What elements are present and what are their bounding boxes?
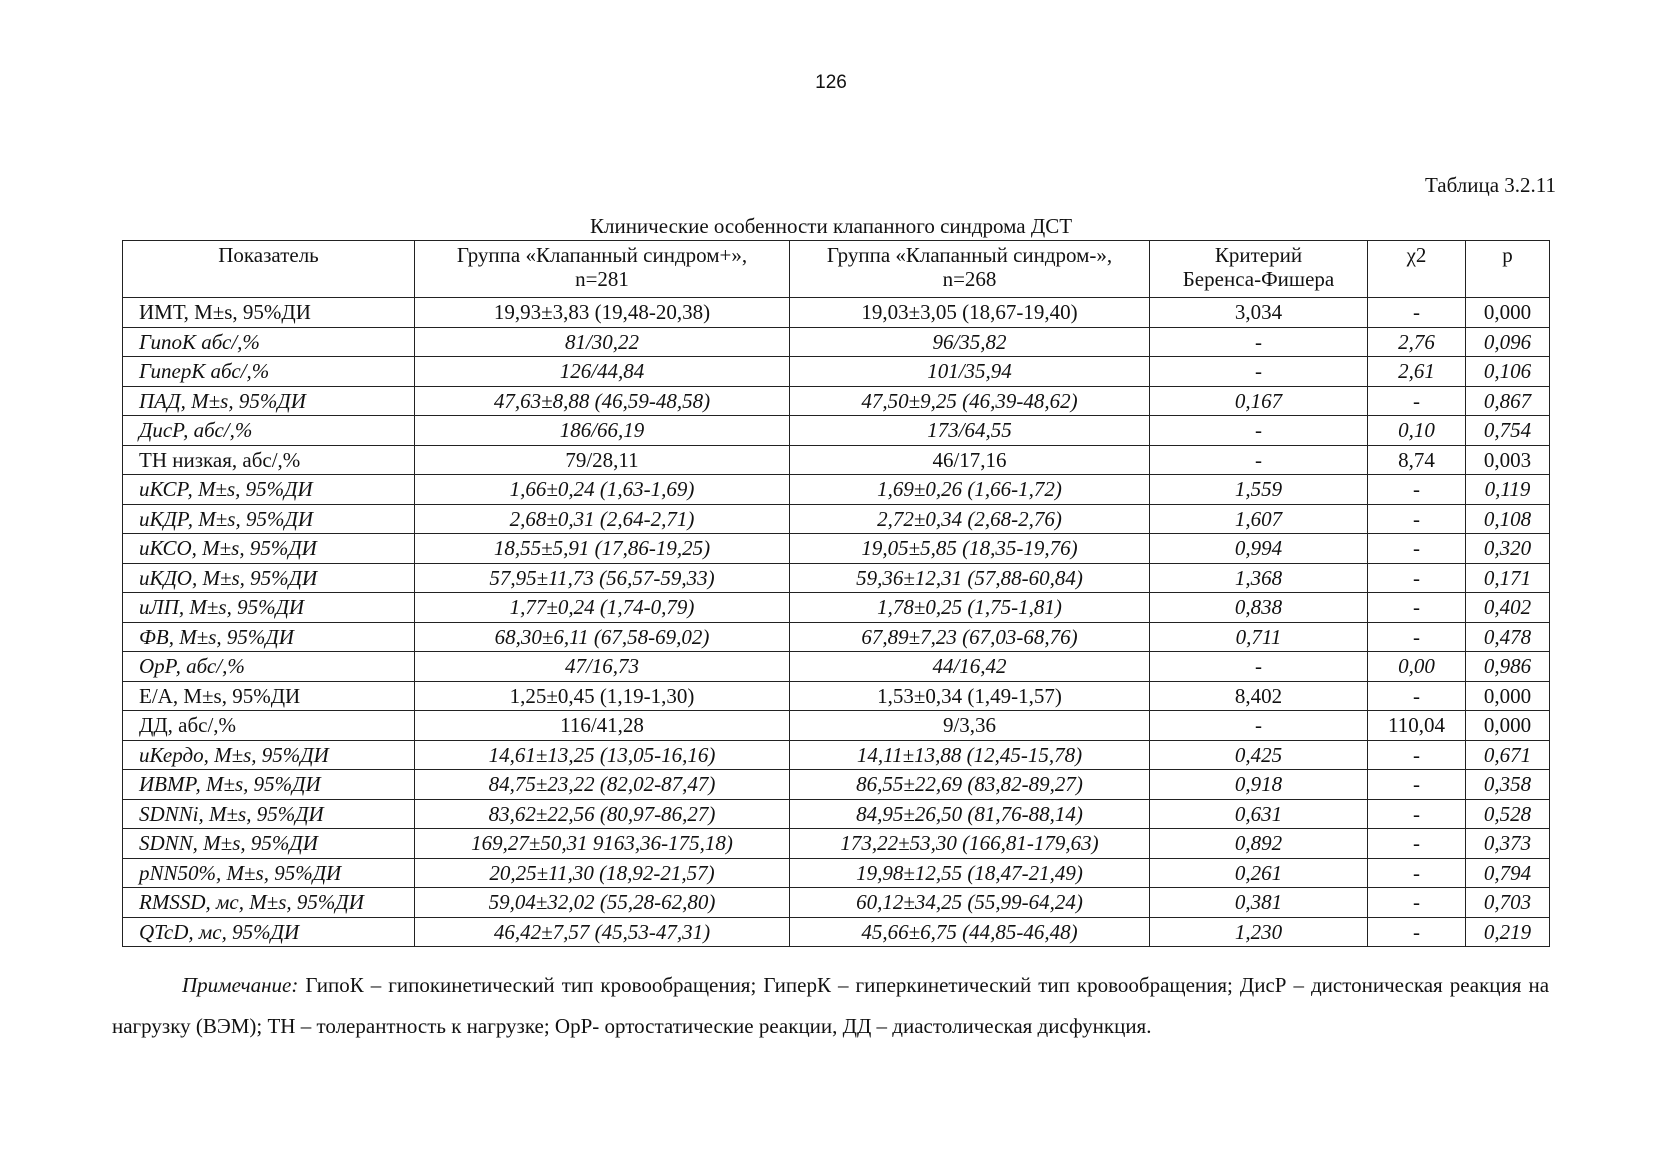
table-row xyxy=(123,799,1550,829)
table-row xyxy=(123,416,1550,446)
group-minus-value: 46/17,16 xyxy=(790,445,1150,475)
group-minus-value: 45,66±6,75 (44,85-46,48) xyxy=(790,917,1150,947)
p-value: 0,671 xyxy=(1466,740,1550,770)
data-table xyxy=(122,240,1550,947)
table-row xyxy=(123,298,1550,328)
p-value: 0,003 xyxy=(1466,445,1550,475)
chi2-value: - xyxy=(1368,740,1466,770)
row-label: иКСР, M±s, 95%ДИ xyxy=(123,475,415,505)
column-header-chi2: χ2 xyxy=(1368,241,1466,298)
row-label: Е/А, M±s, 95%ДИ xyxy=(123,681,415,711)
group-plus-value: 126/44,84 xyxy=(415,357,790,387)
behrens-fisher-value: 0,711 xyxy=(1150,622,1368,652)
table-row xyxy=(123,357,1550,387)
row-label: иКДР, M±s, 95%ДИ xyxy=(123,504,415,534)
column-header-indicator: Показатель xyxy=(123,241,415,298)
table-row xyxy=(123,386,1550,416)
behrens-fisher-value: 8,402 xyxy=(1150,681,1368,711)
table-number: Таблица 3.2.11 xyxy=(1424,173,1556,197)
chi2-value: - xyxy=(1368,681,1466,711)
chi2-value: - xyxy=(1368,563,1466,593)
note-label: Примечание: xyxy=(182,973,299,997)
p-value: 0,096 xyxy=(1466,327,1550,357)
row-label: ГипоК абс/,% xyxy=(123,327,415,357)
p-value: 0,402 xyxy=(1466,593,1550,623)
behrens-fisher-value: 0,994 xyxy=(1150,534,1368,564)
p-value: 0,478 xyxy=(1466,622,1550,652)
behrens-fisher-value: - xyxy=(1150,416,1368,446)
row-label: SDNNi, M±s, 95%ДИ xyxy=(123,799,415,829)
group-plus-value: 116/41,28 xyxy=(415,711,790,741)
table-row xyxy=(123,622,1550,652)
group-plus-value: 46,42±7,57 (45,53-47,31) xyxy=(415,917,790,947)
row-label: SDNN, M±s, 95%ДИ xyxy=(123,829,415,859)
column-header-behrens-fisher: Критерий Беренса-Фишера xyxy=(1150,241,1368,298)
chi2-value: - xyxy=(1368,593,1466,623)
group-minus-value: 9/3,36 xyxy=(790,711,1150,741)
p-value: 0,000 xyxy=(1466,681,1550,711)
row-label: ДД, абс/,% xyxy=(123,711,415,741)
group-plus-value: 14,61±13,25 (13,05-16,16) xyxy=(415,740,790,770)
row-label: иКДО, M±s, 95%ДИ xyxy=(123,563,415,593)
chi2-value: - xyxy=(1368,888,1466,918)
table-row xyxy=(123,563,1550,593)
group-plus-value: 81/30,22 xyxy=(415,327,790,357)
chi2-value: - xyxy=(1368,917,1466,947)
table-row xyxy=(123,740,1550,770)
p-value: 0,794 xyxy=(1466,858,1550,888)
group-minus-value: 1,78±0,25 (1,75-1,81) xyxy=(790,593,1150,623)
p-value: 0,106 xyxy=(1466,357,1550,387)
p-value: 0,986 xyxy=(1466,652,1550,682)
group-minus-value: 173/64,55 xyxy=(790,416,1150,446)
behrens-fisher-value: - xyxy=(1150,357,1368,387)
table-caption: Клинические особенности клапанного синдрома ДСТ xyxy=(589,214,1073,238)
behrens-fisher-value: 3,034 xyxy=(1150,298,1368,328)
behrens-fisher-value: 1,559 xyxy=(1150,475,1368,505)
p-value: 0,171 xyxy=(1466,563,1550,593)
behrens-fisher-value: 0,838 xyxy=(1150,593,1368,623)
group-minus-value: 1,69±0,26 (1,66-1,72) xyxy=(790,475,1150,505)
row-label: ИМТ, M±s, 95%ДИ xyxy=(123,298,415,328)
p-value: 0,108 xyxy=(1466,504,1550,534)
chi2-value: 2,76 xyxy=(1368,327,1466,357)
chi2-value: 110,04 xyxy=(1368,711,1466,741)
table-row xyxy=(123,711,1550,741)
table-row xyxy=(123,770,1550,800)
behrens-fisher-value: 1,368 xyxy=(1150,563,1368,593)
table-body xyxy=(123,298,1550,947)
group-minus-value: 173,22±53,30 (166,81-179,63) xyxy=(790,829,1150,859)
chi2-value: 8,74 xyxy=(1368,445,1466,475)
group-minus-value: 44/16,42 xyxy=(790,652,1150,682)
chi2-value: - xyxy=(1368,829,1466,859)
group-plus-value: 57,95±11,73 (56,57-59,33) xyxy=(415,563,790,593)
group-plus-value: 84,75±23,22 (82,02-87,47) xyxy=(415,770,790,800)
behrens-fisher-value: 0,261 xyxy=(1150,858,1368,888)
group-minus-value: 67,89±7,23 (67,03-68,76) xyxy=(790,622,1150,652)
chi2-value: 2,61 xyxy=(1368,357,1466,387)
behrens-fisher-value: 0,167 xyxy=(1150,386,1368,416)
row-label: pNN50%, M±s, 95%ДИ xyxy=(123,858,415,888)
p-value: 0,528 xyxy=(1466,799,1550,829)
group-plus-value: 19,93±3,83 (19,48-20,38) xyxy=(415,298,790,328)
p-value: 0,754 xyxy=(1466,416,1550,446)
group-minus-value: 2,72±0,34 (2,68-2,76) xyxy=(790,504,1150,534)
chi2-value: - xyxy=(1368,504,1466,534)
group-minus-value: 96/35,82 xyxy=(790,327,1150,357)
p-value: 0,320 xyxy=(1466,534,1550,564)
group-plus-value: 18,55±5,91 (17,86-19,25) xyxy=(415,534,790,564)
behrens-fisher-value: - xyxy=(1150,711,1368,741)
group-minus-value: 101/35,94 xyxy=(790,357,1150,387)
p-value: 0,373 xyxy=(1466,829,1550,859)
group-plus-value: 2,68±0,31 (2,64-2,71) xyxy=(415,504,790,534)
group-minus-value: 59,36±12,31 (57,88-60,84) xyxy=(790,563,1150,593)
row-label: ПАД, M±s, 95%ДИ xyxy=(123,386,415,416)
group-plus-value: 1,25±0,45 (1,19-1,30) xyxy=(415,681,790,711)
table-row xyxy=(123,917,1550,947)
group-plus-value: 1,77±0,24 (1,74-0,79) xyxy=(415,593,790,623)
group-plus-value: 1,66±0,24 (1,63-1,69) xyxy=(415,475,790,505)
column-header-group-minus: Группа «Клапанный синдром-», n=268 xyxy=(790,241,1150,298)
chi2-value: - xyxy=(1368,622,1466,652)
group-plus-value: 79/28,11 xyxy=(415,445,790,475)
row-label: иКСО, M±s, 95%ДИ xyxy=(123,534,415,564)
p-value: 0,219 xyxy=(1466,917,1550,947)
group-minus-value: 14,11±13,88 (12,45-15,78) xyxy=(790,740,1150,770)
chi2-value: - xyxy=(1368,475,1466,505)
chi2-value: - xyxy=(1368,799,1466,829)
table-row xyxy=(123,327,1550,357)
row-label: QTcD, мс, 95%ДИ xyxy=(123,917,415,947)
chi2-value: - xyxy=(1368,534,1466,564)
group-plus-value: 186/66,19 xyxy=(415,416,790,446)
group-plus-value: 169,27±50,31 9163,36-175,18) xyxy=(415,829,790,859)
behrens-fisher-value: 0,631 xyxy=(1150,799,1368,829)
table-row xyxy=(123,534,1550,564)
behrens-fisher-value: 1,230 xyxy=(1150,917,1368,947)
row-label: ТН низкая, абс/,% xyxy=(123,445,415,475)
row-label: ГиперК абс/,% xyxy=(123,357,415,387)
group-minus-value: 19,03±3,05 (18,67-19,40) xyxy=(790,298,1150,328)
p-value: 0,119 xyxy=(1466,475,1550,505)
table-row xyxy=(123,652,1550,682)
table-row xyxy=(123,475,1550,505)
chi2-value: 0,00 xyxy=(1368,652,1466,682)
row-label: ФВ, M±s, 95%ДИ xyxy=(123,622,415,652)
group-plus-value: 83,62±22,56 (80,97-86,27) xyxy=(415,799,790,829)
table-row xyxy=(123,888,1550,918)
group-minus-value: 84,95±26,50 (81,76-88,14) xyxy=(790,799,1150,829)
table-note xyxy=(112,965,1549,1047)
behrens-fisher-value: 1,607 xyxy=(1150,504,1368,534)
table-row xyxy=(123,504,1550,534)
row-label: иЛП, M±s, 95%ДИ xyxy=(123,593,415,623)
column-header-group-plus: Группа «Клапанный синдром+», n=281 xyxy=(415,241,790,298)
group-plus-value: 68,30±6,11 (67,58-69,02) xyxy=(415,622,790,652)
behrens-fisher-value: - xyxy=(1150,445,1368,475)
group-minus-value: 19,98±12,55 (18,47-21,49) xyxy=(790,858,1150,888)
chi2-value: 0,10 xyxy=(1368,416,1466,446)
row-label: иКердо, M±s, 95%ДИ xyxy=(123,740,415,770)
chi2-value: - xyxy=(1368,298,1466,328)
p-value: 0,358 xyxy=(1466,770,1550,800)
behrens-fisher-value: 0,381 xyxy=(1150,888,1368,918)
note-text: ГипоК – гипокинетический тип кровообращения; ГиперК – гиперкинетический тип кровообращения; ДисР – дистоническая реакция на нагрузку (ВЭМ); ТН – толерантность к нагрузке; ОрР- ортостатические реакции, ДД – диастолическая дисфункция. xyxy=(112,973,1550,1038)
behrens-fisher-value: 0,918 xyxy=(1150,770,1368,800)
group-plus-value: 47/16,73 xyxy=(415,652,790,682)
table-row xyxy=(123,593,1550,623)
p-value: 0,000 xyxy=(1466,298,1550,328)
row-label: ИВМР, M±s, 95%ДИ xyxy=(123,770,415,800)
group-minus-value: 19,05±5,85 (18,35-19,76) xyxy=(790,534,1150,564)
table-row xyxy=(123,681,1550,711)
chi2-value: - xyxy=(1368,858,1466,888)
p-value: 0,703 xyxy=(1466,888,1550,918)
row-label: RMSSD, мс, M±s, 95%ДИ xyxy=(123,888,415,918)
group-minus-value: 60,12±34,25 (55,99-64,24) xyxy=(790,888,1150,918)
behrens-fisher-value: 0,892 xyxy=(1150,829,1368,859)
group-minus-value: 47,50±9,25 (46,39-48,62) xyxy=(790,386,1150,416)
behrens-fisher-value: 0,425 xyxy=(1150,740,1368,770)
table-row xyxy=(123,858,1550,888)
chi2-value: - xyxy=(1368,770,1466,800)
p-value: 0,000 xyxy=(1466,711,1550,741)
chi2-value: - xyxy=(1368,386,1466,416)
group-minus-value: 1,53±0,34 (1,49-1,57) xyxy=(790,681,1150,711)
column-header-p: p xyxy=(1466,241,1550,298)
page-number: 126 xyxy=(815,72,847,93)
group-plus-value: 20,25±11,30 (18,92-21,57) xyxy=(415,858,790,888)
group-plus-value: 47,63±8,88 (46,59-48,58) xyxy=(415,386,790,416)
group-minus-value: 86,55±22,69 (83,82-89,27) xyxy=(790,770,1150,800)
row-label: ДисР, абс/,% xyxy=(123,416,415,446)
table-row xyxy=(123,445,1550,475)
group-plus-value: 59,04±32,02 (55,28-62,80) xyxy=(415,888,790,918)
table-row xyxy=(123,829,1550,859)
table-header-row xyxy=(123,241,1550,298)
p-value: 0,867 xyxy=(1466,386,1550,416)
row-label: ОрР, абс/,% xyxy=(123,652,415,682)
behrens-fisher-value: - xyxy=(1150,327,1368,357)
behrens-fisher-value: - xyxy=(1150,652,1368,682)
